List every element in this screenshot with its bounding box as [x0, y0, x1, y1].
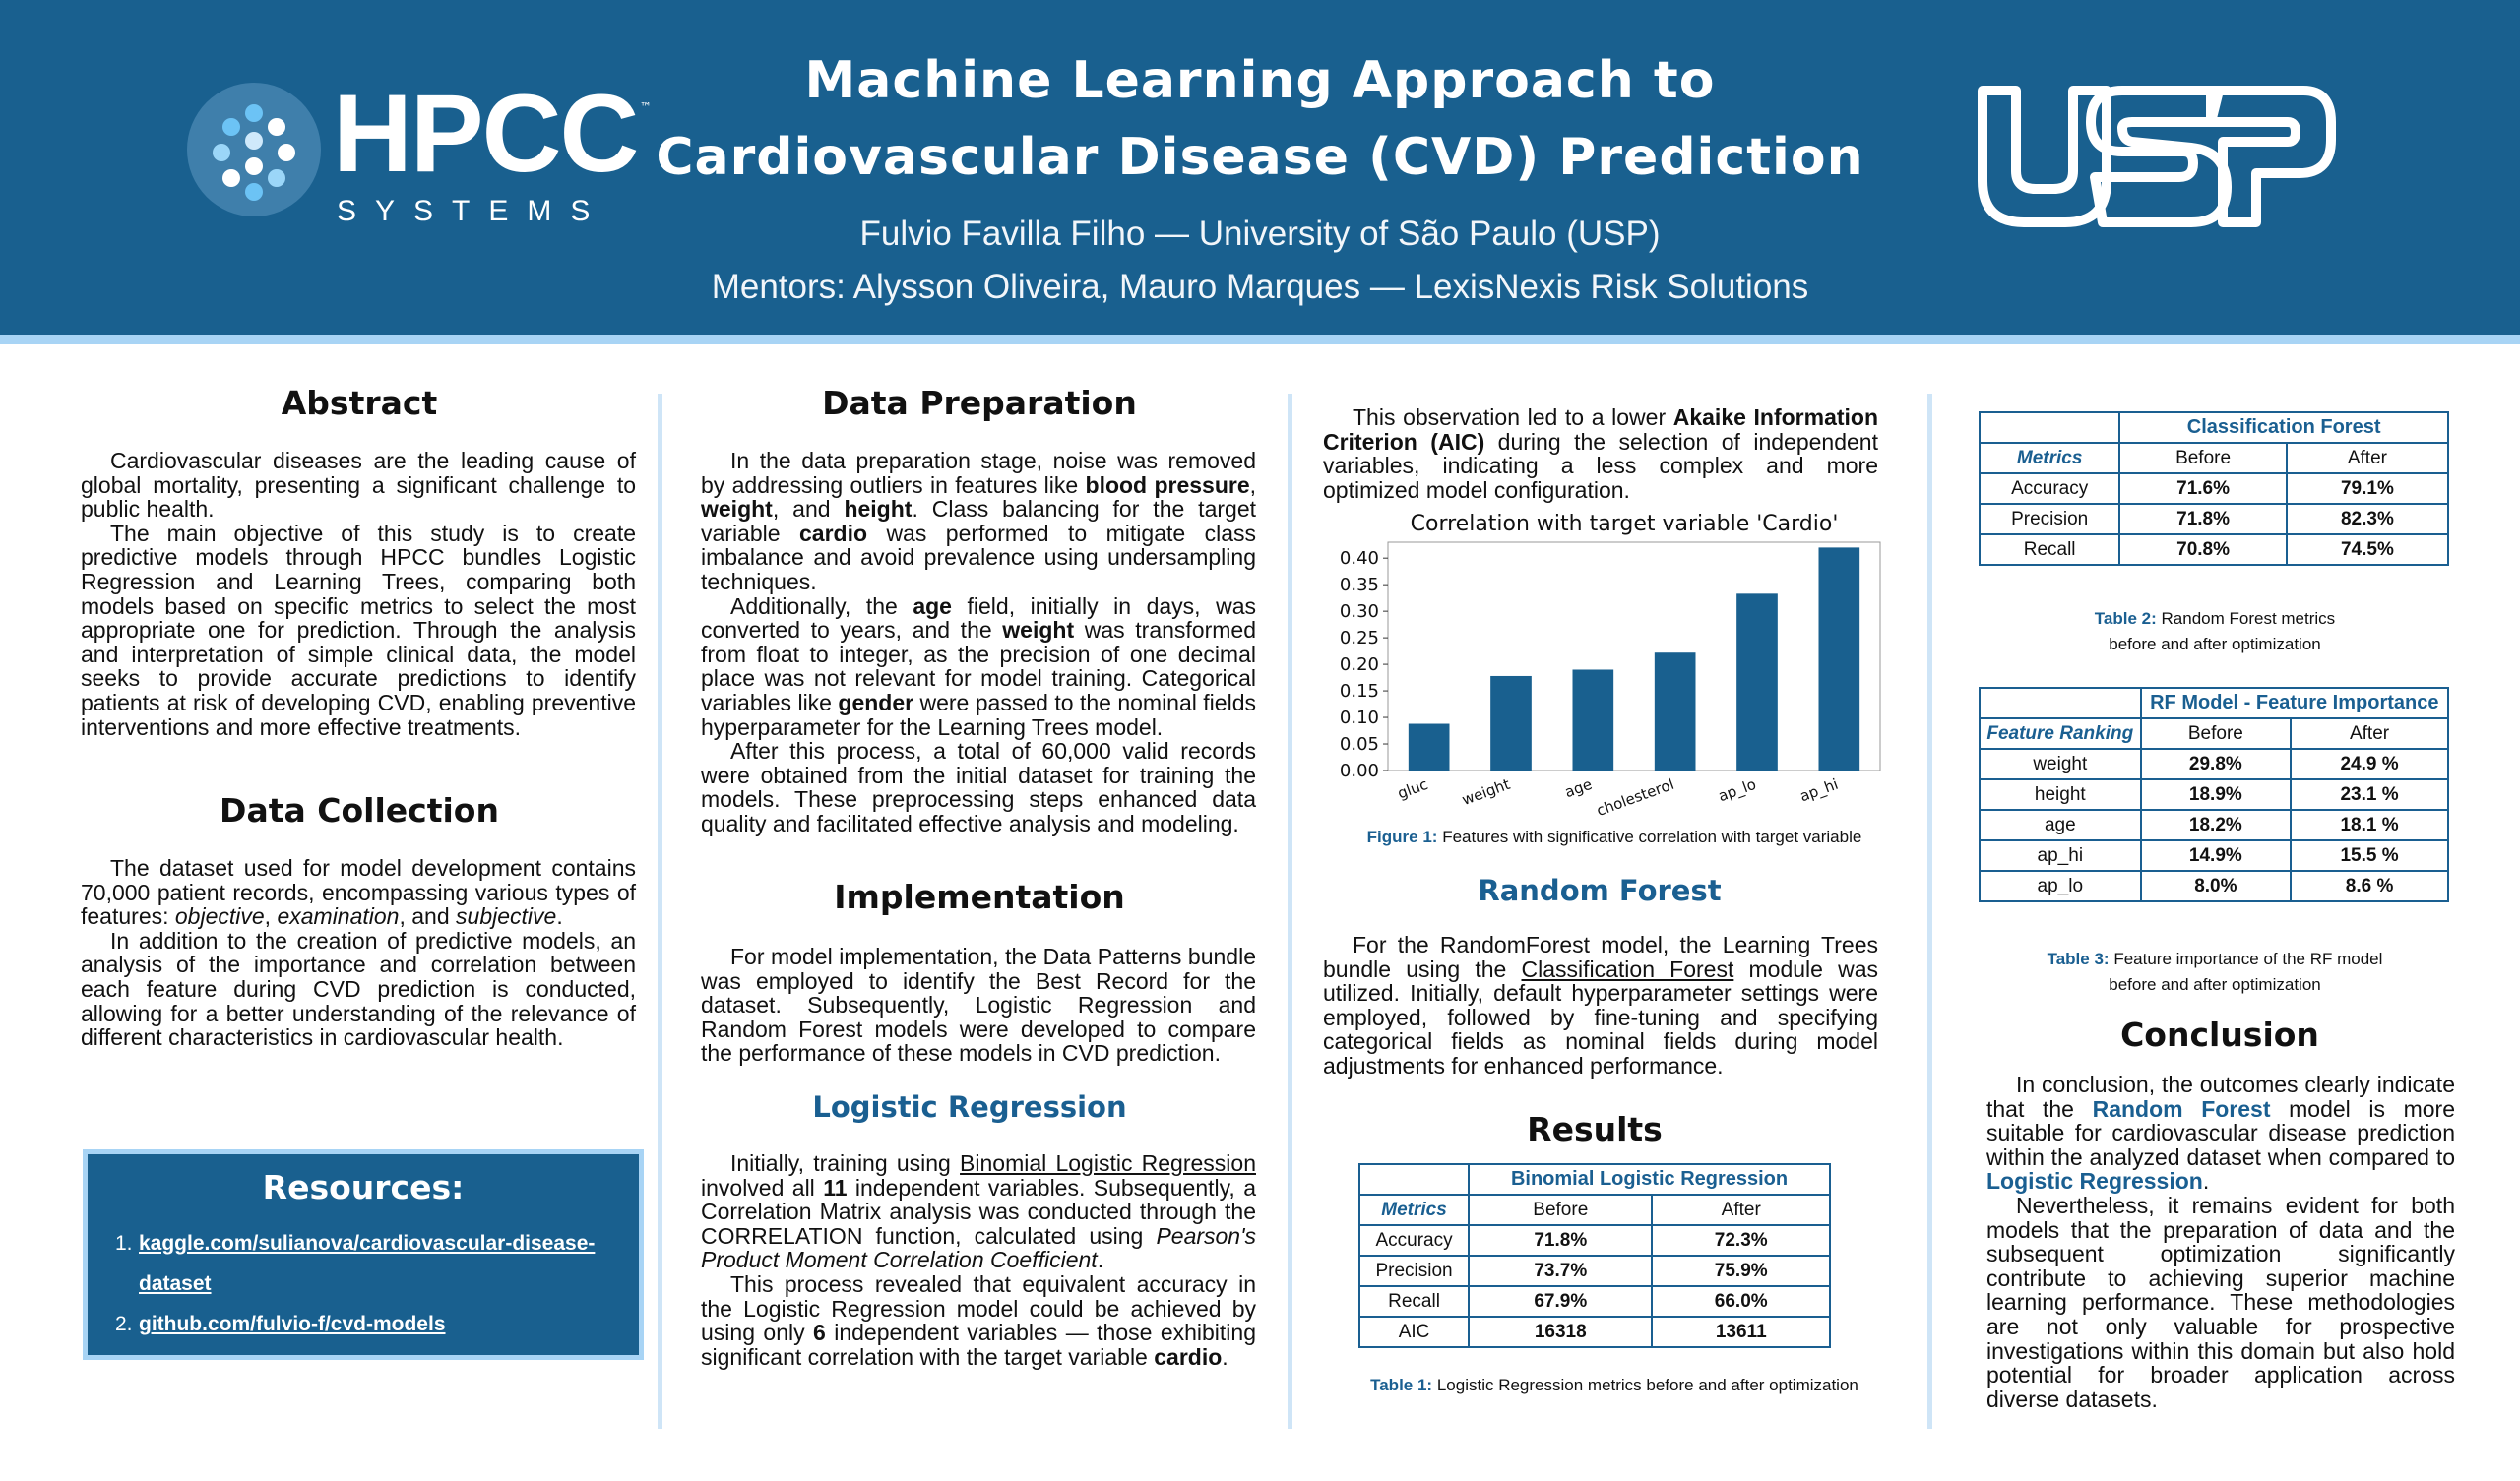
aic-text	[1323, 405, 1878, 502]
figure-1-caption: Figure 1: Features with significative correlation with target variable	[1366, 828, 1862, 846]
table-row: AIC 16318 13611	[1359, 1317, 1830, 1347]
y-tick-label: 0.25	[1339, 628, 1379, 649]
table-1-caption: Table 1: Logistic Regression metrics before and after optimization	[1370, 1376, 1858, 1394]
table-2-metrics-header: Metrics	[1980, 443, 2119, 473]
data-collection-text	[81, 856, 636, 1050]
bar-cholesterol	[1655, 652, 1696, 771]
y-tick-label: 0.10	[1339, 708, 1379, 729]
table-2-before-header: Before	[2119, 443, 2287, 473]
conclusion-heading: Conclusion	[2120, 1016, 2319, 1054]
table-1-before-header: Before	[1469, 1195, 1652, 1225]
data-preparation-paragraph-3: After this process, a total of 60,000 valid records were obtained from the initial dataset for training the models. These preprocessing steps enhanced data quality and facilitated effective analysis and modeling.	[701, 738, 1256, 836]
table-2-caption: Table 2: Random Forest metrics before and after optimization	[2094, 609, 2336, 653]
hpcc-systems-logo	[187, 72, 660, 236]
abstract-paragraph-1: Cardiovascular diseases are the leading cause of global mortality, presenting a significant challenge to public health.	[81, 448, 636, 523]
table-row: Precision 71.8% 82.3%	[1980, 504, 2448, 534]
resource-link-kaggle[interactable]: kaggle.com/sulianova/cardiovascular-disease-dataset	[139, 1232, 596, 1295]
y-tick-label: 0.15	[1339, 681, 1379, 703]
resources-list	[115, 1223, 627, 1344]
column-separator	[1927, 394, 1932, 1429]
table-row: ap_lo 8.0% 8.6 %	[1980, 871, 2448, 901]
table-1-logistic-regression	[1358, 1163, 1831, 1348]
data-preparation-text	[701, 449, 1256, 836]
results-heading: Results	[1527, 1110, 1663, 1148]
bar-ap_hi	[1819, 547, 1860, 771]
poster-mentors: Mentors: Alysson Oliveira, Mauro Marques — LexisNexis Risk Solutions	[711, 268, 1809, 306]
implementation-heading: Implementation	[834, 878, 1125, 916]
chart-plot-frame	[1388, 542, 1880, 771]
data-preparation-paragraph-2: Additionally, the age field, initially in days, was converted to years, and the weight was transformed from float to integer, as the precision of one decimal place was not relevant for model training. Categorical variables like gender were passed to the nominal fields hyperparameter for the Learning Trees model.	[701, 592, 1256, 740]
poster-title-line1: Machine Learning Approach to	[804, 51, 1716, 110]
column-separator	[658, 394, 662, 1429]
y-tick-label: 0.00	[1339, 761, 1379, 781]
hpcc-logo-circle	[187, 83, 321, 216]
logistic-regression-paragraph-2: This process revealed that equivalent accuracy in the Logistic Regression model could be achieved by using only 6 independent variables — those exhibiting significant correlation with the target variable cardio.	[701, 1270, 1256, 1370]
y-tick-label: 0.20	[1339, 654, 1379, 676]
table-1-group-header: Binomial Logistic Regression	[1469, 1164, 1830, 1195]
data-collection-paragraph-1: The dataset used for model development contains 70,000 patient records, encompassing various types of features: objective, examination, and subjective.	[81, 855, 636, 930]
data-collection-paragraph-2: In addition to the creation of predictive models, an analysis of the importance and correlation between each feature during CVD prediction is conducted, allowing for a better understanding of the relevance of different characteristics in cardiovascular health.	[81, 927, 636, 1051]
y-tick-label: 0.30	[1339, 601, 1379, 623]
aic-paragraph: This observation led to a lower Akaike Information Criterion (AIC) during the selection of independent variables, indicating a less complex and more optimized model configuration.	[1323, 404, 1879, 503]
random-forest-text	[1323, 933, 1878, 1079]
poster-title-line2: Cardiovascular Disease (CVD) Prediction	[656, 128, 1864, 187]
abstract-paragraph-2: The main objective of this study is to create predictive models through HPCC bundles Logistic Regression and Learning Trees, comparing both models based on specific metrics to select the most appropriate one for prediction. Through the analysis and interpretation of simple clinical data, the model seeks to provide accurate predictions to identify patients at risk of developing CVD, enabling preventive interventions and more effective treatments.	[81, 520, 636, 740]
correlation-bar-chart	[1319, 536, 1910, 822]
header-accent-strip	[0, 335, 2520, 344]
table-row: height 18.9% 23.1 %	[1980, 779, 2448, 810]
logistic-regression-paragraph-1: Initially, training using Binomial Logistic Regression involved all 11 independent variables. Subsequently, a Correlation Matrix analysis was conducted through the CORRELATION function, calculated using Pearson's Product Moment Correlation Coefficient.	[701, 1150, 1256, 1273]
table-row: Precision 73.7% 75.9%	[1359, 1256, 1830, 1286]
table-3-before-header: Before	[2141, 718, 2292, 749]
conclusion-paragraph-2: Nevertheless, it remains evident for both models that the preparation of data and the subsequent optimization significantly contribute to achieving superior machine learning performance. These methodologies are not only valuable for prospective investigations within this domain but also hold potential for broader application across diverse datasets.	[1986, 1192, 2455, 1412]
table-3-ranking-header: Feature Ranking	[1980, 718, 2141, 749]
logistic-regression-text	[701, 1151, 1256, 1369]
random-forest-heading: Random Forest	[1478, 874, 1722, 907]
bar-gluc	[1409, 724, 1450, 771]
table-2-after-header: After	[2287, 443, 2448, 473]
column-separator	[1288, 394, 1292, 1429]
table-row: Accuracy 71.8% 72.3%	[1359, 1225, 1830, 1256]
x-tick-label-ap_hi: ap_hi	[1797, 774, 1841, 806]
y-tick-label: 0.35	[1339, 575, 1379, 596]
table-row: weight 29.8% 24.9 %	[1980, 749, 2448, 779]
table-1-metrics-header: Metrics	[1359, 1195, 1469, 1225]
conclusion-paragraph-1: In conclusion, the outcomes clearly indicate that the Random Forest model is more suitable for cardiovascular disease prediction within the analyzed dataset when compared to Logistic Regression.	[1986, 1072, 2456, 1195]
random-forest-paragraph: For the RandomForest model, the Learning Trees bundle using the Classification Forest module was utilized. Initially, default hyperparameter settings were employed, followed by fine-tuning and specifying categorical fields as nominal fields during model adjustments for enhanced performance.	[1323, 932, 1878, 1079]
resource-item: 2. github.com/fulvio-f/cvd-models	[115, 1313, 446, 1335]
y-tick-label: 0.05	[1339, 734, 1379, 756]
data-preparation-heading: Data Preparation	[822, 384, 1137, 422]
implementation-text	[701, 945, 1256, 1066]
hpcc-logo-tm: ™	[640, 100, 652, 114]
resource-link-github[interactable]: github.com/fulvio-f/cvd-models	[139, 1313, 446, 1335]
usp-logo	[1975, 83, 2339, 230]
resources-title: Resources:	[262, 1168, 465, 1206]
implementation-paragraph-1: For model implementation, the Data Patterns bundle was employed to identify the Best Record for the dataset. Subsequently, Logistic Regression and Random Forest models were developed to compare the performance of these models in CVD prediction.	[701, 944, 1256, 1067]
table-row: age 18.2% 18.1 %	[1980, 810, 2448, 840]
data-preparation-paragraph-1: In the data preparation stage, noise was removed by addressing outliers in features like blood pressure, weight, and height. Class balancing for the target variable cardio was performed to mitigate class imbalance and avoid prevalence using undersampling techniques.	[701, 448, 1257, 594]
bar-age	[1573, 669, 1614, 771]
abstract-text	[81, 449, 636, 739]
x-tick-label-age: age	[1562, 774, 1595, 802]
poster-header	[0, 0, 2520, 335]
table-3-feature-importance	[1979, 687, 2449, 902]
x-tick-label-gluc: gluc	[1395, 774, 1431, 803]
bar-weight	[1490, 676, 1532, 771]
x-tick-label-ap_lo: ap_lo	[1716, 774, 1759, 806]
x-tick-label-cholesterol: cholesterol	[1594, 774, 1677, 820]
table-row: Recall 67.9% 66.0%	[1359, 1286, 1830, 1317]
abstract-heading: Abstract	[281, 384, 438, 422]
table-row: Accuracy 71.6% 79.1%	[1980, 473, 2448, 504]
table-3-caption: Table 3: Feature importance of the RF model before and after optimization	[2047, 950, 2383, 994]
resource-item: 1. kaggle.com/sulianova/cardiovascular-disease-dataset	[115, 1232, 596, 1295]
x-tick-label-weight: weight	[1459, 774, 1513, 810]
poster-author: Fulvio Favilla Filho — University of São Paulo (USP)	[859, 215, 1661, 253]
table-3-after-header: After	[2291, 718, 2448, 749]
chart-title: Correlation with target variable 'Cardio'	[1410, 512, 1839, 536]
hpcc-logo-word: HPCC	[333, 72, 638, 195]
table-2-random-forest	[1979, 411, 2449, 566]
table-1-after-header: After	[1652, 1195, 1830, 1225]
resources-box	[83, 1149, 644, 1360]
hpcc-logo-subword: SYSTEMS	[337, 195, 609, 227]
logistic-regression-heading: Logistic Regression	[812, 1090, 1127, 1124]
conclusion-text	[1986, 1073, 2455, 1411]
y-tick-label: 0.40	[1339, 548, 1379, 570]
table-row: Recall 70.8% 74.5%	[1980, 534, 2448, 565]
bar-ap_lo	[1736, 593, 1778, 771]
data-collection-heading: Data Collection	[220, 791, 499, 830]
table-3-group-header: RF Model - Feature Importance	[2141, 688, 2448, 718]
table-row: ap_hi 14.9% 15.5 %	[1980, 840, 2448, 871]
table-2-group-header: Classification Forest	[2119, 412, 2448, 443]
